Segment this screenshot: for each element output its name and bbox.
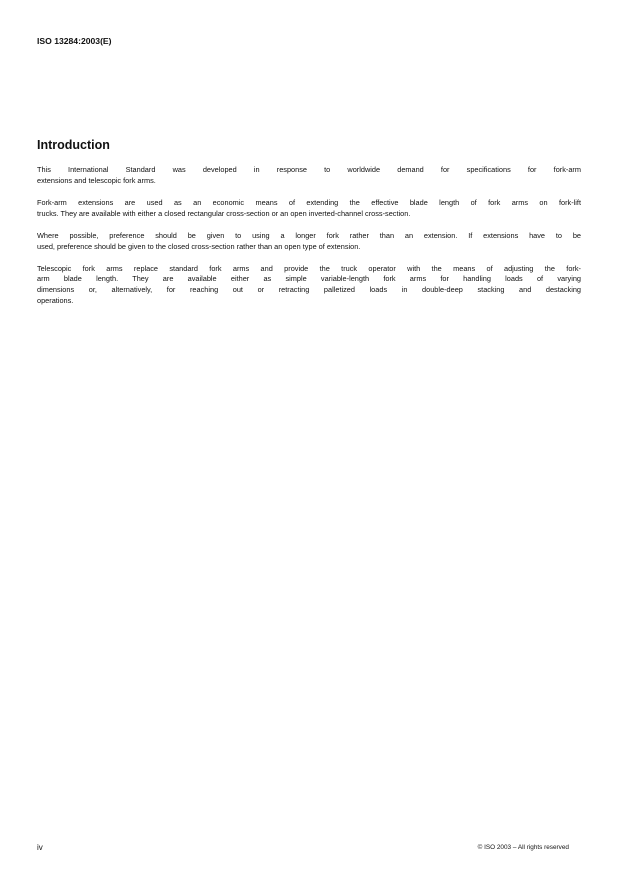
text-line: This International Standard was developed in response to worldwide demand for specifications for fork-arm: [37, 165, 581, 174]
paragraph: [37, 231, 581, 253]
copyright-notice: © ISO 2003 – All rights reserved: [477, 844, 569, 851]
text-line: trucks. They are available with either a closed rectangular cross-section or an open inverted-channel cross-section.: [37, 208, 411, 218]
paragraph: [37, 264, 581, 307]
text-line: operations.: [37, 296, 74, 306]
text-line: dimensions or, alternatively, for reaching out or retracting palletized loads in double-deep stacking and destacking: [37, 285, 581, 295]
page-number: iv: [37, 843, 43, 852]
text-line: arm blade length. They are available either as simple variable-length fork arms for handling loads of varying: [37, 274, 581, 284]
text-line: used, preference should be given to the closed cross-section rather than an open type of extension.: [37, 241, 361, 251]
text-line: Fork-arm extensions are used as an economic means of extending the effective blade length of fork arms on fork-lift: [37, 197, 581, 207]
paragraph: [37, 198, 581, 220]
text-line: Where possible, preference should be given to using a longer fork rather than an extension. If extensions have to be: [37, 230, 581, 240]
text-line: extensions and telescopic fork arms.: [37, 175, 156, 185]
section-title: Introduction: [37, 138, 110, 152]
text-line: Telescopic fork arms replace standard fork arms and provide the truck operator with the means of adjusting the fork-: [37, 263, 581, 273]
paragraph: [37, 165, 581, 187]
document-id-header: ISO 13284:2003(E): [37, 36, 112, 46]
document-body: [37, 165, 581, 318]
